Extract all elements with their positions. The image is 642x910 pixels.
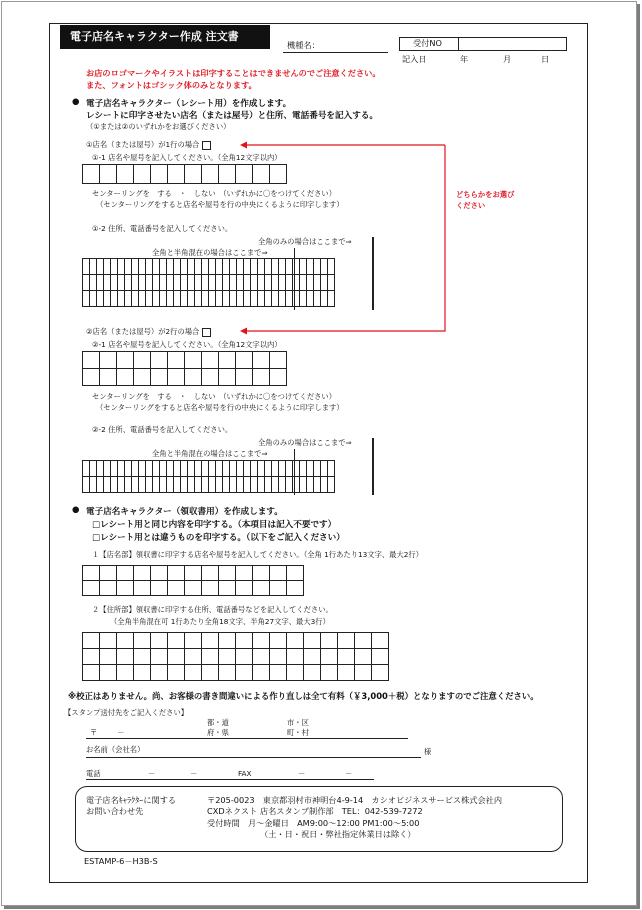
fax-label: FAX bbox=[238, 769, 252, 778]
receipt-shop-name-grid[interactable] bbox=[82, 565, 304, 596]
section1-heading2: レシートに印字させたい店名（または屋号）と住所、電話番号を記入する。 bbox=[86, 111, 378, 121]
form-title: 電子店名キャラクター作成 注文書 bbox=[60, 25, 270, 49]
mixed-label-1: 全角と半角混在の場合はここまで⇒ bbox=[152, 248, 268, 257]
fax-dash-2: － bbox=[345, 769, 353, 778]
day-label: 日 bbox=[541, 54, 550, 64]
section2-item2-note: （全角半角混在可 1行あたり全角18文字、半角27文字、最大3行） bbox=[110, 617, 330, 626]
option2-2-label: ②-2 住所、電話番号を記入してください。 bbox=[92, 425, 233, 434]
option1-2-label: ①-2 住所、電話番号を記入してください。 bbox=[92, 224, 233, 233]
postal-dash: － bbox=[117, 728, 125, 737]
contact-line3: 受付時間 月～金曜日 AM9:00～12:00 PM1:00～5:00 bbox=[207, 818, 420, 828]
reception-no-box[interactable] bbox=[399, 37, 567, 51]
year-label: 年 bbox=[460, 54, 469, 64]
fullwidth-limit-line-2 bbox=[372, 438, 374, 495]
model-field[interactable] bbox=[283, 52, 388, 53]
section1-note: （①または②のいずれかをお選びください） bbox=[86, 122, 231, 131]
tel-dash-2: － bbox=[190, 769, 198, 778]
sama-label: 様 bbox=[424, 747, 432, 756]
option1-checkbox[interactable] bbox=[202, 141, 211, 150]
notice-line2: また、フォントはゴシック体のみとなります。 bbox=[86, 80, 257, 90]
entry-date-label: 記入日 bbox=[402, 54, 427, 64]
choose-one-arrows bbox=[230, 138, 450, 338]
centering-text-1: センターリングを する ・ しない （いずれかに〇をつけてください） bbox=[92, 189, 337, 198]
tel-fax-field[interactable] bbox=[86, 779, 374, 780]
address-grid-2[interactable] bbox=[82, 460, 335, 493]
receipt-address-grid[interactable] bbox=[82, 632, 389, 681]
address-title: 【スタンプ送付先をご記入ください】 bbox=[64, 708, 189, 717]
section2-item1-label: １【店名部】領収書に印字する店名や屋号を記入してください。（全角 1行あたり13文字、最大2行） bbox=[92, 550, 424, 559]
name-field[interactable] bbox=[86, 757, 421, 758]
side-note-line2: ください bbox=[456, 201, 486, 210]
model-label: 機種名： bbox=[287, 40, 320, 50]
contact-left2: お問い合わせ先 bbox=[86, 806, 144, 816]
mixed-label-2: 全角と半角混在の場合はここまで⇒ bbox=[152, 449, 268, 458]
fullwidth-only-label-2: 全角のみの場合はここまで⇒ bbox=[258, 438, 352, 447]
centering-note-2: （センターリングをすると店名や屋号を行の中央にくるように印字します） bbox=[96, 403, 344, 412]
section1-heading1: 電子店名キャラクター（レシート用）を作成します。 bbox=[86, 99, 292, 109]
section2-check2[interactable]: □レシート用とは違うものを印字する。（以下をご記入ください） bbox=[92, 533, 345, 543]
option2-title: ②店名（または屋号）が2行の場合 bbox=[86, 327, 211, 337]
shi-ku-label: 市・区 bbox=[287, 718, 309, 727]
centering-text-2: センターリングを する ・ しない （いずれかに〇をつけてください） bbox=[92, 392, 337, 401]
option1-title: ①店名（または屋号）が1行の場合 bbox=[86, 140, 211, 150]
side-note-line1: どちらかをお選び bbox=[456, 190, 515, 199]
section2-bullet: ● bbox=[72, 505, 80, 515]
contact-line1: 〒205-0023 東京都羽村市神明台4-9-14 カシオビジネスサービス株式会社内 bbox=[207, 795, 503, 805]
fullwidth-only-label-1: 全角のみの場合はここまで⇒ bbox=[258, 237, 352, 246]
footer-code: ESTAMP-6－H3B-S bbox=[84, 856, 158, 866]
section2-check1[interactable]: □レシート用と同じ内容を印字する。（本項目は記入不要です） bbox=[92, 520, 337, 530]
option2-1-label: ②-1 店名や屋号を記入してください。（全角12文字以内） bbox=[92, 340, 282, 349]
contact-line4: （土・日・祝日・弊社指定休業日は除く） bbox=[260, 829, 416, 839]
notice-line1: お店のロゴマークやイラストは印字することはできませんのでご注意ください。 bbox=[86, 68, 381, 78]
month-label: 月 bbox=[503, 54, 512, 64]
postal-mark: 〒 bbox=[90, 728, 98, 737]
tel-dash-1: － bbox=[148, 769, 156, 778]
address-field[interactable] bbox=[86, 738, 408, 739]
section2-heading: 電子店名キャラクター（領収書用）を作成します。 bbox=[86, 507, 283, 517]
fax-dash-1: － bbox=[298, 769, 306, 778]
contact-line2: CXDネクスト 店名スタンプ制作部 TEL：042-539-7272 bbox=[207, 806, 423, 816]
shop-name-grid-2[interactable] bbox=[82, 351, 287, 386]
fu-ken-label: 府・県 bbox=[207, 728, 229, 737]
tel-label: 電話 bbox=[86, 769, 101, 778]
cho-son-label: 町・村 bbox=[287, 728, 309, 737]
section2-item2-label: ２【住所部】領収書に印字する住所、電話番号などを記入してください。 bbox=[92, 605, 333, 614]
reception-no-label: 受付NO bbox=[413, 38, 442, 48]
contact-left1: 電子店名ｷｬﾗｸﾀｰに関する bbox=[86, 795, 177, 805]
option1-1-label: ①-1 店名や屋号を記入してください。（全角12文字以内） bbox=[92, 153, 282, 162]
centering-note-1: （センターリングをすると店名や屋号を行の中央にくるように印字します） bbox=[96, 200, 344, 209]
section1-bullet: ● bbox=[72, 97, 80, 107]
warning-text: ※校正はありません。尚、お客様の書き間違いによる作り直しは全て有料（￥3,000＋税）となりますのでご注意ください。 bbox=[68, 691, 539, 701]
to-do-label: 都・道 bbox=[207, 718, 229, 727]
option2-checkbox[interactable] bbox=[202, 328, 211, 337]
name-label: お名前（会社名） bbox=[86, 745, 145, 754]
